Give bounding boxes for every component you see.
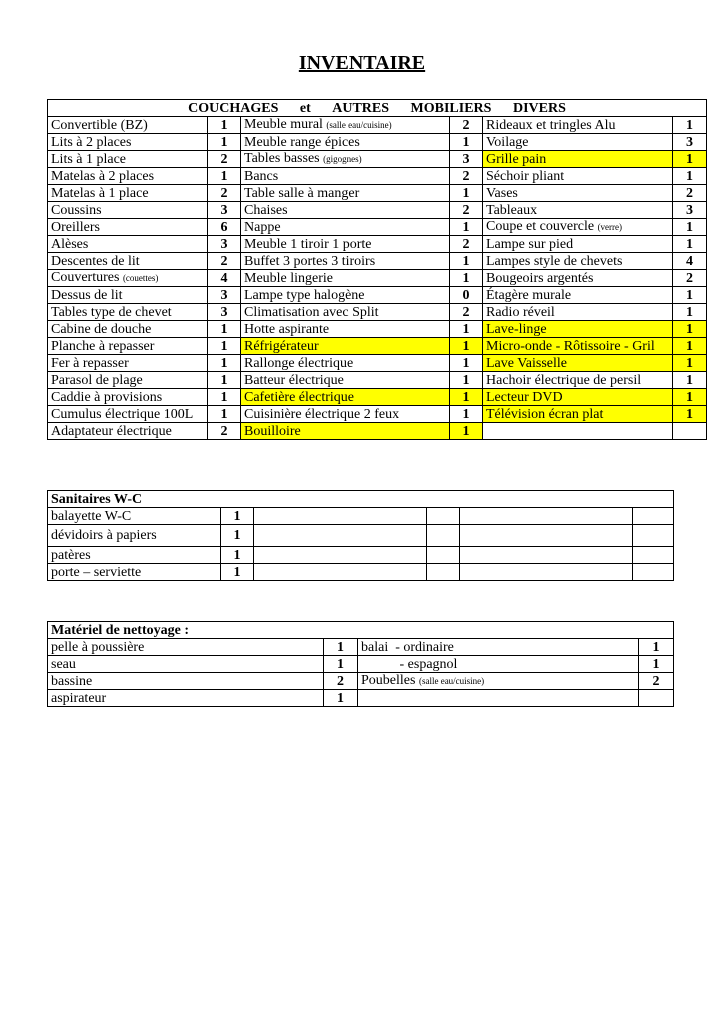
item-label: Étagère murale xyxy=(486,287,572,303)
empty-cell xyxy=(427,508,460,525)
item-quantity: 1 xyxy=(673,389,707,406)
item-label-cell xyxy=(241,406,450,423)
empty-cell xyxy=(633,547,674,564)
table-row xyxy=(48,117,707,134)
item-label: Lits à 1 place xyxy=(51,151,127,167)
item-label: Voilage xyxy=(486,134,529,150)
item-label: Batteur électrique xyxy=(244,372,344,388)
item-quantity: 1 xyxy=(208,355,241,372)
table-row xyxy=(48,270,707,287)
item-label-cell xyxy=(48,185,208,202)
empty-cell xyxy=(460,547,633,564)
item-label: Alèses xyxy=(51,236,89,252)
item-label: Nappe xyxy=(244,219,281,235)
header-word: COUCHAGES xyxy=(188,100,279,116)
item-quantity: 1 xyxy=(639,656,674,673)
item-label: Lampe sur pied xyxy=(486,236,574,252)
item-label: balai - ordinaire xyxy=(361,639,454,655)
table-row xyxy=(48,253,707,270)
item-label-cell xyxy=(48,338,208,355)
item-label-cell xyxy=(48,372,208,389)
item-label: Lampe type halogène xyxy=(244,287,365,303)
item-label: Dessus de lit xyxy=(51,287,123,303)
item-label: Grille pain xyxy=(486,151,547,167)
item-label-cell xyxy=(48,406,208,423)
item-label: Lecteur DVD xyxy=(486,389,563,405)
item-label-cell xyxy=(241,372,450,389)
item-label: Vases xyxy=(486,185,518,201)
item-label-cell xyxy=(48,270,208,287)
item-quantity: 1 xyxy=(208,134,241,151)
item-quantity: 3 xyxy=(673,134,707,151)
item-quantity: 2 xyxy=(208,423,241,440)
item-label-cell xyxy=(48,547,221,564)
item-quantity: 2 xyxy=(450,304,483,321)
item-note: (salle eau/cuisine) xyxy=(418,676,485,686)
item-quantity: 2 xyxy=(324,673,358,690)
table-row xyxy=(48,406,707,423)
table-row xyxy=(48,673,674,690)
item-label: seau xyxy=(51,656,76,672)
item-label: Couvertures xyxy=(51,270,120,285)
item-label: Tables type de chevet xyxy=(51,304,172,320)
item-note: (verre) xyxy=(597,222,623,232)
item-label-cell xyxy=(483,287,673,304)
item-label: Matelas à 1 place xyxy=(51,185,149,201)
item-label-cell xyxy=(483,151,673,168)
empty-cell xyxy=(633,525,674,547)
item-quantity: 1 xyxy=(673,236,707,253)
empty-cell xyxy=(460,564,633,581)
item-label-cell xyxy=(241,355,450,372)
item-label-cell xyxy=(48,389,208,406)
item-label: Meuble range épices xyxy=(244,134,360,150)
item-label: Fer à repasser xyxy=(51,355,129,371)
item-quantity: 0 xyxy=(450,287,483,304)
sanitaires-title: Sanitaires W-C xyxy=(48,491,674,508)
item-quantity: 1 xyxy=(208,338,241,355)
table-row xyxy=(48,690,674,707)
item-label-cell xyxy=(483,236,673,253)
table-row xyxy=(48,423,707,440)
item-quantity: 2 xyxy=(450,117,483,134)
empty-cell xyxy=(427,547,460,564)
item-quantity: 1 xyxy=(673,321,707,338)
item-label-cell xyxy=(483,389,673,406)
item-quantity: 2 xyxy=(450,202,483,219)
item-label-cell xyxy=(483,355,673,372)
item-label-cell xyxy=(483,117,673,134)
item-quantity: 2 xyxy=(208,253,241,270)
item-label-cell xyxy=(358,673,639,690)
item-label-cell xyxy=(483,321,673,338)
item-label-cell xyxy=(358,656,639,673)
table-row xyxy=(48,564,674,581)
item-label-cell xyxy=(241,168,450,185)
item-label-cell xyxy=(48,321,208,338)
table-row xyxy=(48,185,707,202)
item-label: Convertible (BZ) xyxy=(51,117,148,133)
table-row xyxy=(48,134,707,151)
item-label-cell xyxy=(241,389,450,406)
item-label-cell xyxy=(48,236,208,253)
sanitaires-body xyxy=(48,491,674,581)
item-label: Coupe et couvercle xyxy=(486,219,595,234)
item-quantity: 1 xyxy=(450,219,483,236)
item-label: Réfrigérateur xyxy=(244,338,319,354)
item-quantity: 3 xyxy=(208,304,241,321)
nettoyage-title: Matériel de nettoyage : xyxy=(48,622,674,639)
table-row xyxy=(48,525,674,547)
item-label: - espagnol xyxy=(361,656,458,672)
table-row xyxy=(48,508,674,525)
item-label-cell xyxy=(241,202,450,219)
item-label-cell xyxy=(241,236,450,253)
item-label-cell xyxy=(358,690,639,707)
item-quantity: 2 xyxy=(450,236,483,253)
item-label: Télévision écran plat xyxy=(486,406,604,422)
item-label-cell xyxy=(48,690,324,707)
nettoyage-title-row xyxy=(48,622,674,639)
item-quantity: 1 xyxy=(450,185,483,202)
item-label: Adaptateur électrique xyxy=(51,423,172,439)
item-label: Planche à repasser xyxy=(51,338,155,354)
item-label-cell xyxy=(241,287,450,304)
item-quantity: 2 xyxy=(673,185,707,202)
item-quantity: 4 xyxy=(208,270,241,287)
item-quantity: 2 xyxy=(673,270,707,287)
empty-cell xyxy=(460,525,633,547)
item-label: Micro-onde - Rôtissoire - Gril xyxy=(486,338,655,354)
table-row xyxy=(48,372,707,389)
item-quantity xyxy=(639,690,674,707)
item-quantity: 4 xyxy=(673,253,707,270)
item-quantity: 1 xyxy=(450,372,483,389)
item-quantity: 1 xyxy=(450,355,483,372)
item-label: Coussins xyxy=(51,202,102,218)
item-quantity: 1 xyxy=(450,338,483,355)
item-label-cell xyxy=(48,564,221,581)
item-quantity: 1 xyxy=(673,117,707,134)
item-label-cell xyxy=(483,423,673,440)
nettoyage-table xyxy=(47,621,674,707)
item-label: Hachoir électrique de persil xyxy=(486,372,642,388)
item-label-cell xyxy=(241,151,450,168)
item-quantity: 1 xyxy=(208,406,241,423)
item-label: Bancs xyxy=(244,168,279,184)
item-label-cell xyxy=(483,406,673,423)
item-label-cell xyxy=(241,338,450,355)
item-label-cell xyxy=(48,134,208,151)
item-label: Meuble 1 tiroir 1 porte xyxy=(244,236,372,252)
item-label-cell xyxy=(241,270,450,287)
item-label: patères xyxy=(51,547,91,563)
item-label: Matelas à 2 places xyxy=(51,168,155,184)
table-row xyxy=(48,355,707,372)
item-note: (salle eau/cuisine) xyxy=(326,120,392,130)
item-label: dévidoirs à papiers xyxy=(51,528,157,543)
item-label: Radio réveil xyxy=(486,304,555,320)
item-label: Meuble lingerie xyxy=(244,270,334,286)
item-label: Tableaux xyxy=(486,202,538,218)
item-label: Cabine de douche xyxy=(51,321,152,337)
item-quantity: 1 xyxy=(324,656,358,673)
item-label-cell xyxy=(48,168,208,185)
table-row xyxy=(48,236,707,253)
sanitaires-table xyxy=(47,490,674,581)
page-title: INVENTAIRE xyxy=(298,52,426,74)
main-header-row xyxy=(48,100,707,117)
item-quantity: 1 xyxy=(208,117,241,134)
empty-cell xyxy=(254,525,427,547)
item-label-cell xyxy=(48,656,324,673)
item-quantity: 1 xyxy=(673,287,707,304)
item-label: Parasol de plage xyxy=(51,372,143,388)
empty-cell xyxy=(633,508,674,525)
item-label-cell xyxy=(483,202,673,219)
item-label-cell xyxy=(241,134,450,151)
item-quantity: 1 xyxy=(673,338,707,355)
nettoyage-body xyxy=(48,622,674,707)
item-label: pelle à poussière xyxy=(51,639,145,655)
item-label-cell xyxy=(483,372,673,389)
item-label: Bouilloire xyxy=(244,423,301,439)
item-label: aspirateur xyxy=(51,690,107,706)
main-header xyxy=(48,100,707,117)
item-label: Lave Vaisselle xyxy=(486,355,567,371)
item-label: Oreillers xyxy=(51,219,100,235)
header-word: MOBILIERS xyxy=(410,100,492,116)
item-label-cell xyxy=(48,508,221,525)
item-label-cell xyxy=(483,134,673,151)
item-label: Lampes style de chevets xyxy=(486,253,623,269)
item-quantity: 1 xyxy=(450,406,483,423)
item-quantity: 1 xyxy=(208,321,241,338)
item-quantity: 1 xyxy=(208,389,241,406)
item-label: Cuisinière électrique 2 feux xyxy=(244,406,400,422)
item-label: Buffet 3 portes 3 tiroirs xyxy=(244,253,376,269)
item-label-cell xyxy=(483,270,673,287)
empty-cell xyxy=(254,547,427,564)
item-quantity: 1 xyxy=(450,253,483,270)
item-label: Table salle à manger xyxy=(244,185,360,201)
item-quantity: 1 xyxy=(324,690,358,707)
table-row xyxy=(48,202,707,219)
item-label: Chaises xyxy=(244,202,288,218)
item-label-cell xyxy=(48,304,208,321)
item-label-cell xyxy=(48,423,208,440)
item-quantity: 1 xyxy=(639,639,674,656)
item-label-cell xyxy=(48,525,221,547)
item-label-cell xyxy=(48,151,208,168)
main-table-body xyxy=(48,117,707,440)
header-word: et xyxy=(299,100,311,116)
empty-cell xyxy=(427,564,460,581)
item-label-cell xyxy=(483,168,673,185)
item-quantity: 2 xyxy=(450,168,483,185)
sanitaires-title-row xyxy=(48,491,674,508)
item-quantity: 3 xyxy=(208,202,241,219)
item-quantity: 1 xyxy=(673,372,707,389)
table-row xyxy=(48,338,707,355)
item-label-cell xyxy=(358,639,639,656)
item-quantity xyxy=(673,423,707,440)
item-label-cell xyxy=(48,287,208,304)
item-label: Séchoir pliant xyxy=(486,168,565,184)
item-label-cell xyxy=(241,321,450,338)
item-label: porte – serviette xyxy=(51,564,142,580)
item-quantity: 1 xyxy=(673,168,707,185)
item-quantity: 1 xyxy=(673,355,707,372)
item-label-cell xyxy=(483,185,673,202)
item-label-cell xyxy=(483,338,673,355)
item-quantity: 1 xyxy=(450,134,483,151)
table-row xyxy=(48,168,707,185)
item-quantity: 1 xyxy=(673,151,707,168)
item-label: Climatisation avec Split xyxy=(244,304,379,320)
table-row xyxy=(48,321,707,338)
item-quantity: 1 xyxy=(324,639,358,656)
item-label-cell xyxy=(483,304,673,321)
item-label: Hotte aspirante xyxy=(244,321,330,337)
item-quantity: 1 xyxy=(221,564,254,581)
item-label-cell xyxy=(241,253,450,270)
item-label-cell xyxy=(48,202,208,219)
item-label-cell xyxy=(483,219,673,236)
item-label: Lits à 2 places xyxy=(51,134,132,150)
item-quantity: 1 xyxy=(221,525,254,547)
item-label: Poubelles xyxy=(361,673,416,688)
item-quantity: 3 xyxy=(208,287,241,304)
item-quantity: 3 xyxy=(450,151,483,168)
item-label: Lave-linge xyxy=(486,321,547,337)
empty-cell xyxy=(254,564,427,581)
item-label: Meuble mural xyxy=(244,117,323,132)
item-quantity: 3 xyxy=(673,202,707,219)
item-label-cell xyxy=(241,185,450,202)
item-quantity: 1 xyxy=(208,168,241,185)
item-quantity: 1 xyxy=(673,304,707,321)
table-row xyxy=(48,287,707,304)
item-label-cell xyxy=(48,639,324,656)
item-label-cell xyxy=(48,673,324,690)
item-quantity: 1 xyxy=(221,508,254,525)
item-quantity: 1 xyxy=(208,372,241,389)
item-label: Cumulus électrique 100L xyxy=(51,406,194,422)
item-label-cell xyxy=(241,117,450,134)
item-label: Caddie à provisions xyxy=(51,389,163,405)
table-row xyxy=(48,656,674,673)
item-note: (couettes) xyxy=(122,273,159,283)
item-quantity: 1 xyxy=(673,406,707,423)
item-label-cell xyxy=(241,423,450,440)
item-label-cell xyxy=(241,304,450,321)
item-label: Descentes de lit xyxy=(51,253,140,269)
item-label-cell xyxy=(241,219,450,236)
item-label-cell xyxy=(48,219,208,236)
item-quantity: 1 xyxy=(450,321,483,338)
main-inventory-table xyxy=(47,99,707,440)
empty-cell xyxy=(427,525,460,547)
item-quantity: 3 xyxy=(208,236,241,253)
item-label-cell xyxy=(483,253,673,270)
table-row xyxy=(48,304,707,321)
item-quantity: 1 xyxy=(221,547,254,564)
table-row xyxy=(48,219,707,236)
item-label: balayette W-C xyxy=(51,508,132,524)
table-row xyxy=(48,151,707,168)
empty-cell xyxy=(254,508,427,525)
header-word: AUTRES xyxy=(332,100,390,116)
item-label-cell xyxy=(48,355,208,372)
table-row xyxy=(48,639,674,656)
empty-cell xyxy=(460,508,633,525)
empty-cell xyxy=(633,564,674,581)
item-label: Rideaux et tringles Alu xyxy=(486,117,616,133)
item-label: Cafetière électrique xyxy=(244,389,354,405)
item-quantity: 1 xyxy=(450,389,483,406)
item-quantity: 1 xyxy=(450,270,483,287)
item-quantity: 2 xyxy=(639,673,674,690)
item-label: Bougeoirs argentés xyxy=(486,270,594,286)
item-label: Rallonge électrique xyxy=(244,355,354,371)
item-label-cell xyxy=(48,117,208,134)
item-label-cell xyxy=(48,253,208,270)
item-label: Tables basses xyxy=(244,151,320,166)
header-word: DIVERS xyxy=(512,100,566,116)
item-quantity: 1 xyxy=(673,219,707,236)
item-quantity: 2 xyxy=(208,185,241,202)
item-quantity: 6 xyxy=(208,219,241,236)
table-row xyxy=(48,389,707,406)
item-quantity: 1 xyxy=(450,423,483,440)
item-note: (gigognes) xyxy=(323,154,362,164)
item-quantity: 2 xyxy=(208,151,241,168)
item-label: bassine xyxy=(51,673,93,689)
table-row xyxy=(48,547,674,564)
